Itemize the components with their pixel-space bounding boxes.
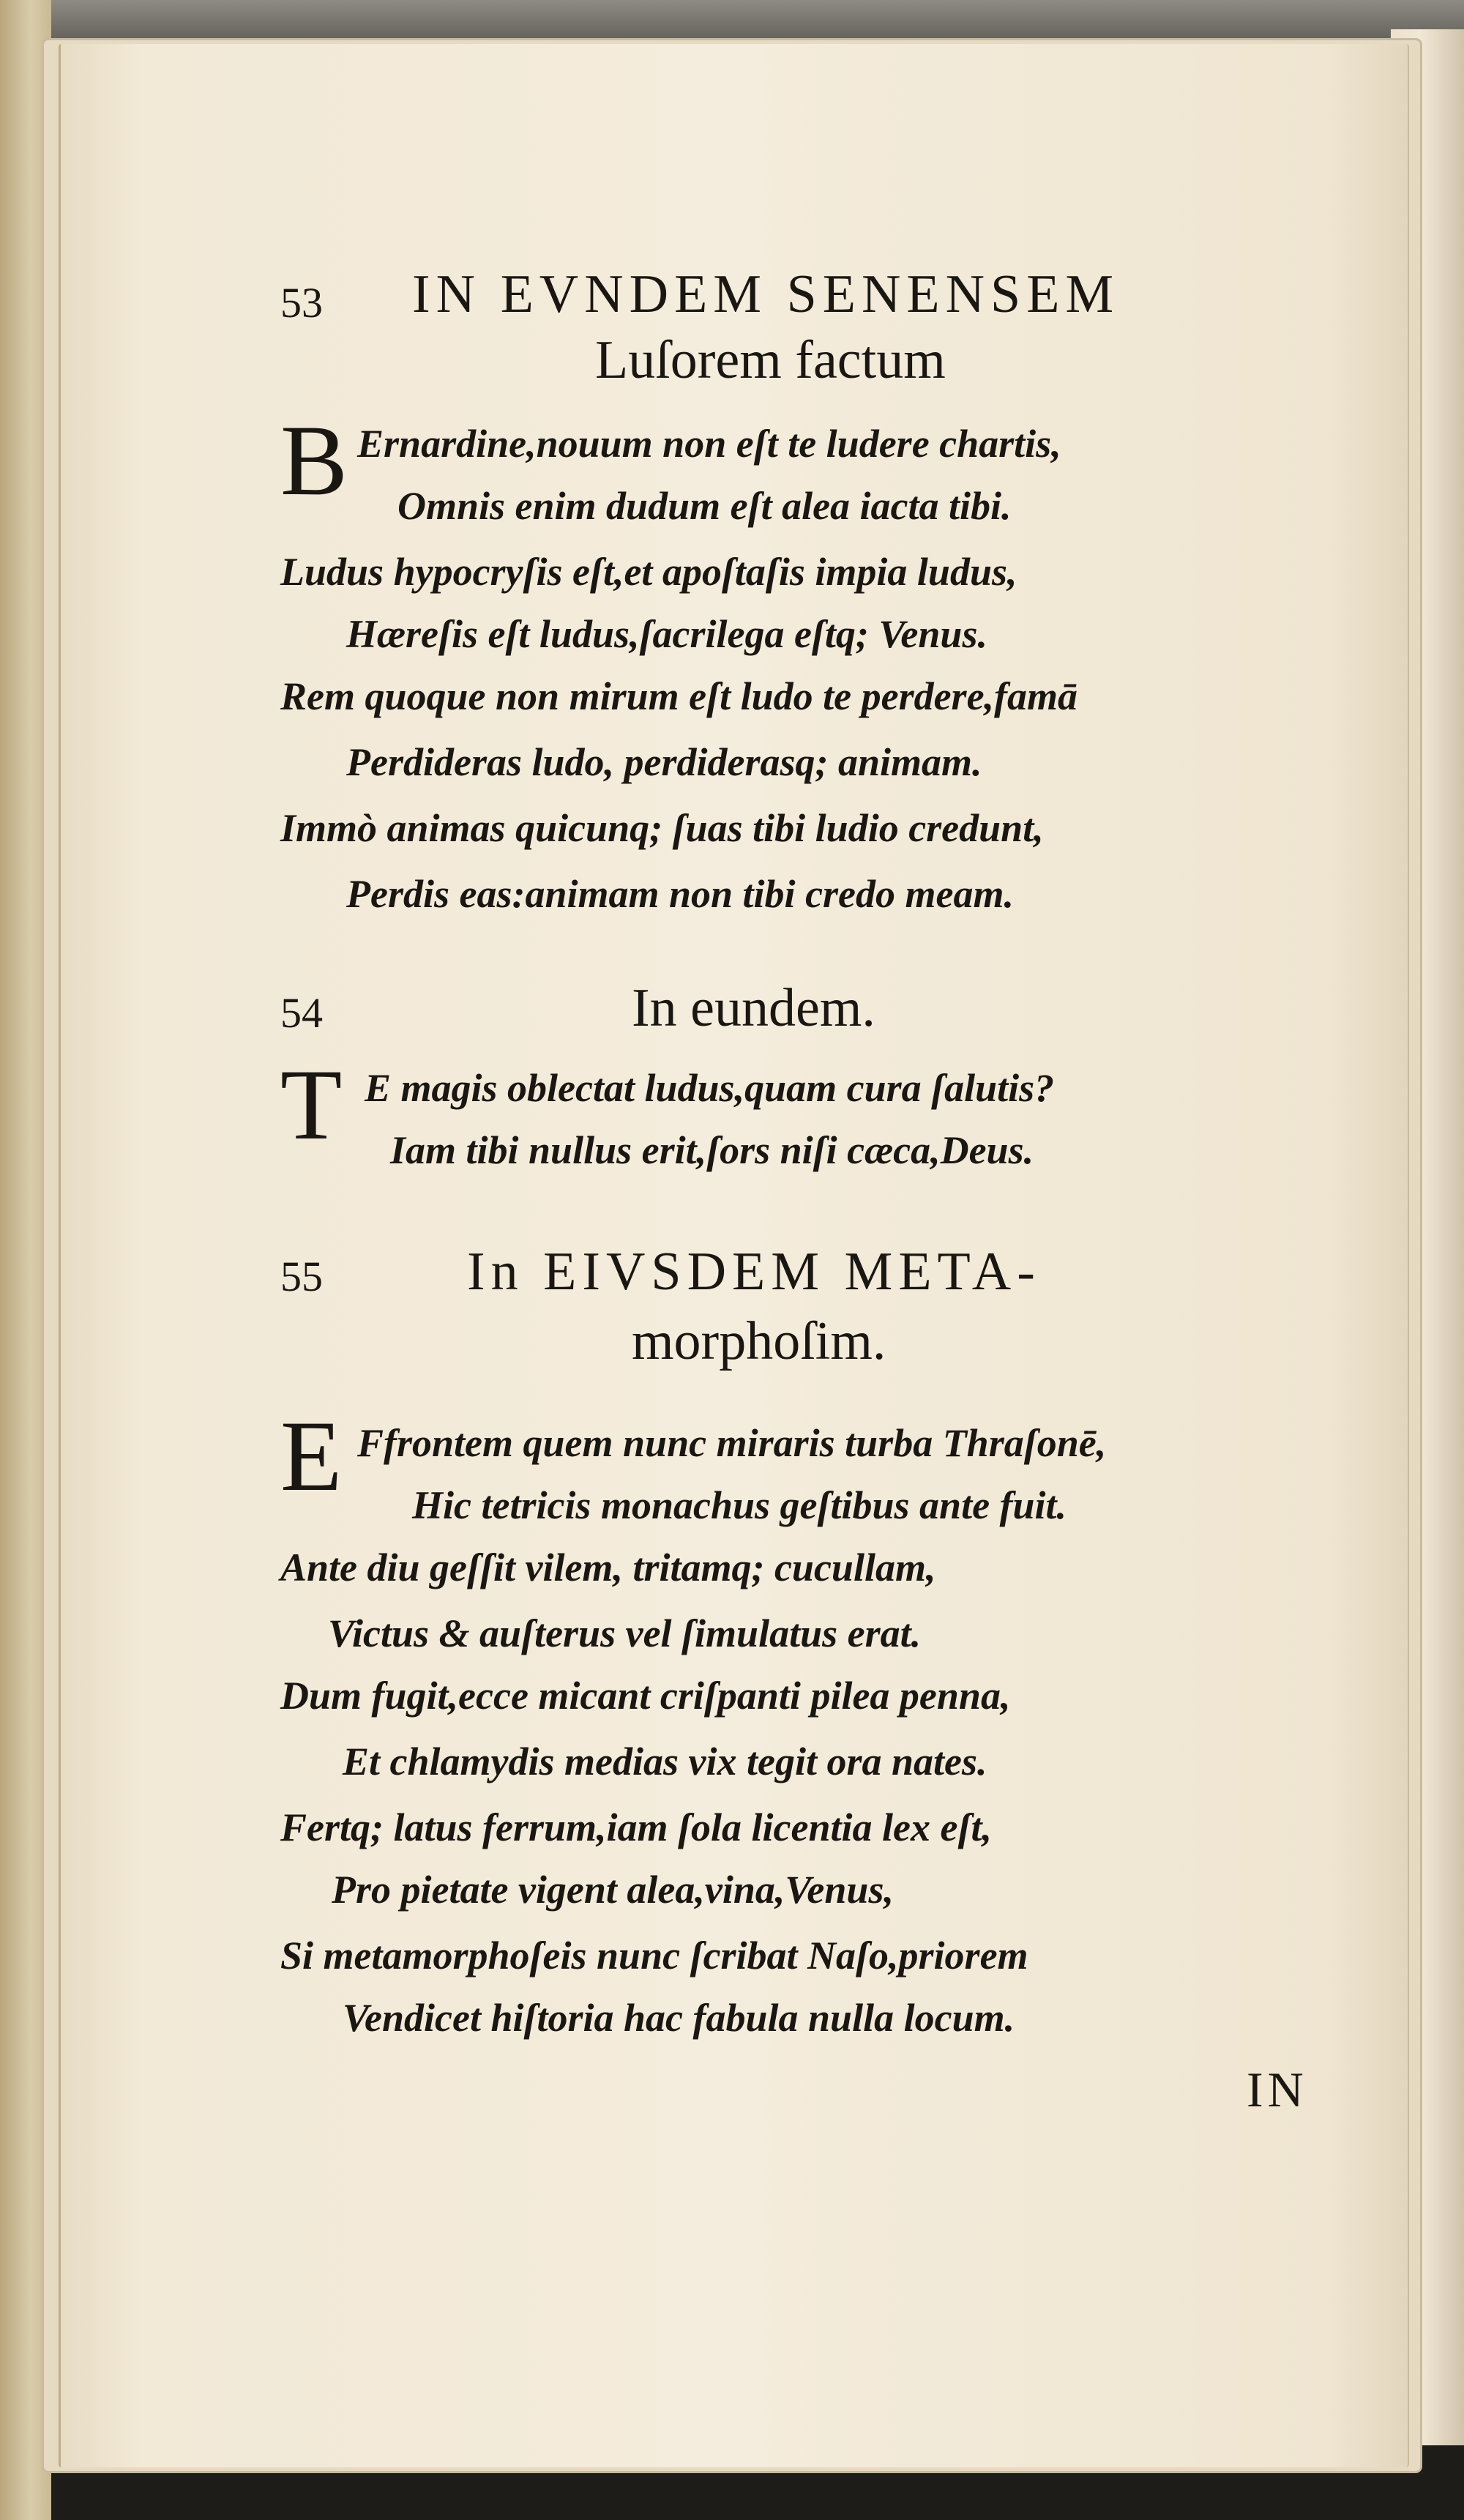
book-page [59, 44, 1409, 2467]
verse-line: Immò animas quicunq; ſuas tibi ludio credunt, [280, 806, 1044, 850]
verse-line: Et chlamydis medias vix tegit ora nates. [343, 1740, 987, 1783]
poem-number: 54 [280, 989, 323, 1037]
verse-line: Omnis enim dudum eſt alea iacta tibi. [397, 484, 1012, 528]
poem-subheading: Luſorem factum [595, 330, 946, 390]
verse-line: Ernardine,nouum non eſt te ludere chartis, [357, 422, 1061, 466]
poem-subheading: morphoſim. [632, 1311, 886, 1371]
verse-line: E magis oblectat ludus,quam cura ſalutis? [365, 1066, 1055, 1110]
verse-line: Dum fugit,ecce micant criſpanti pilea penna, [280, 1674, 1011, 1718]
verse-line: Ffrontem quem nunc miraris turba Thraſonē, [357, 1421, 1107, 1465]
poem-heading: IN EVNDEM SENENSEM [412, 264, 1120, 324]
verse-line: Pro pietate vigent alea,vina,Venus, [332, 1868, 894, 1912]
poem-number: 53 [280, 279, 323, 327]
verse-line: Perdis eas:animam non tibi credo meam. [346, 872, 1014, 916]
poem-number: 55 [280, 1253, 323, 1300]
drop-cap: B [280, 404, 348, 516]
poem-heading: In EIVSDEM META- [467, 1242, 1041, 1302]
drop-cap: T [280, 1048, 343, 1160]
verse-line: Fertq; latus ferrum,iam ſola licentia lex eſt, [280, 1805, 992, 1849]
verse-line: Rem quoque non mirum eſt ludo te perdere,famā [280, 674, 1078, 718]
drop-cap: E [280, 1400, 343, 1512]
verse-line: Ante diu geſſit vilem, tritamq; cucullam, [280, 1546, 936, 1589]
poem-heading: In eundem. [632, 978, 875, 1038]
verse-line: Victus & auſterus vel ſimulatus erat. [328, 1611, 922, 1655]
verse-line: Hæreſis eſt ludus,ſacrilega eſtq; Venus. [346, 612, 987, 656]
verse-line: Perdideras ludo, perdiderasq; animam. [346, 740, 982, 784]
verse-line: Si metamorphoſeis nunc ſcribat Naſo,priorem [280, 1934, 1028, 1977]
verse-line: Vendicet hiſtoria hac fabula nulla locum. [343, 1996, 1015, 2040]
verse-line: Hic tetricis monachus geſtibus ante fuit. [412, 1483, 1067, 1527]
catchword: IN [1247, 2062, 1308, 2117]
verse-line: Ludus hypocryſis eſt,et apoſtaſis impia ludus, [280, 550, 1017, 594]
verse-line: Iam tibi nullus erit,ſors niſi cæca,Deus. [390, 1128, 1034, 1172]
